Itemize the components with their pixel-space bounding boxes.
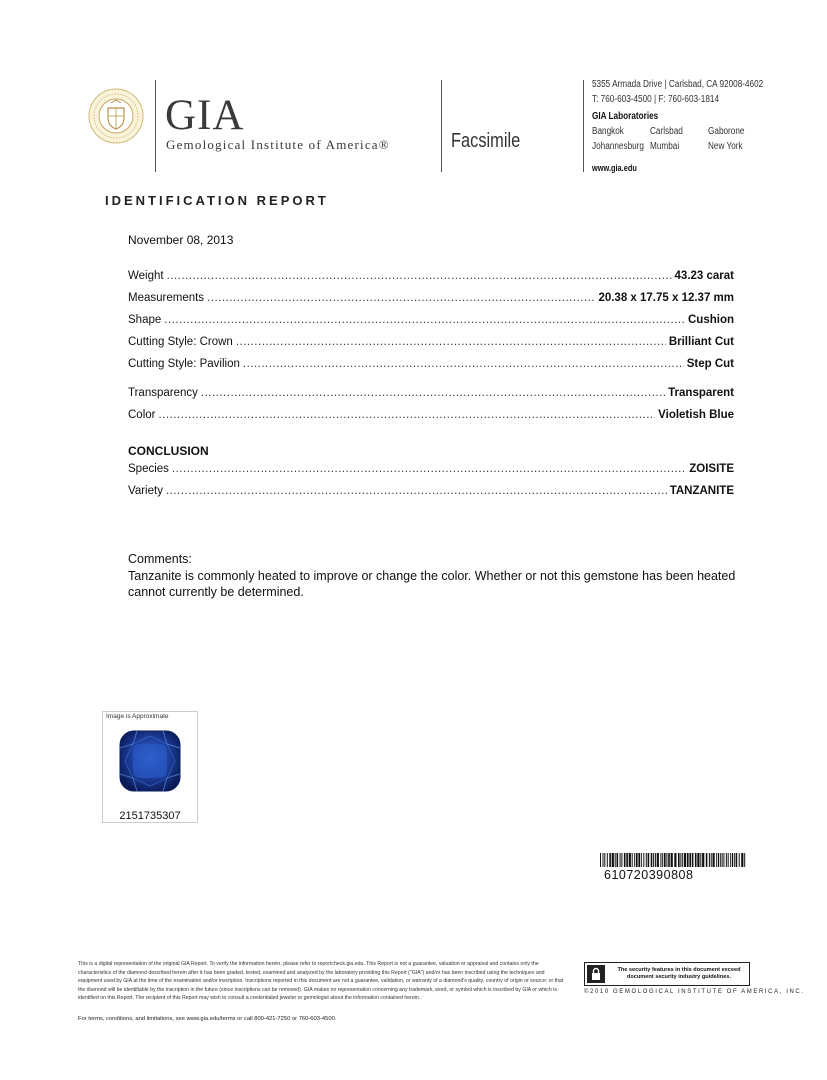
property-row-transparency [128, 387, 734, 399]
header-divider-2 [441, 80, 442, 172]
property-value: Step Cut [686, 358, 734, 370]
barcode-bar [702, 853, 704, 867]
barcode-bar [723, 853, 724, 867]
barcode-bar [689, 853, 691, 867]
property-value: 43.23 carat [674, 270, 734, 282]
barcode-bar [678, 853, 680, 867]
leader-dots [158, 409, 655, 421]
barcode-bar [655, 853, 656, 867]
barcode-bar [713, 853, 715, 867]
barcode-bar [726, 853, 727, 867]
property-value: Cushion [688, 314, 734, 326]
barcode-bar [741, 853, 743, 867]
property-row-crown [128, 336, 734, 348]
property-label: Color [128, 409, 156, 421]
lab-city: Johannesburg [592, 141, 644, 152]
facsimile-label: Facsimile [451, 130, 521, 152]
leader-dots [167, 270, 672, 282]
barcode-bar [744, 853, 745, 867]
conclusion-label: Species [128, 463, 169, 475]
barcode-bar [674, 853, 676, 867]
property-label: Cutting Style: Pavilion [128, 358, 240, 370]
report-barcode [600, 853, 746, 867]
lab-city: Mumbai [650, 141, 680, 152]
barcode-bar [736, 853, 738, 867]
comments-label: Comments: [128, 552, 192, 566]
conclusion-value: ZOISITE [689, 463, 734, 475]
barcode-bar [682, 853, 683, 867]
barcode-bar [626, 853, 628, 867]
property-label: Transparency [128, 387, 198, 399]
barcode-bar [641, 853, 642, 867]
barcode-bar [624, 853, 626, 867]
barcode-bar [722, 853, 723, 867]
gia-website-link[interactable]: www.gia.edu [592, 163, 637, 173]
barcode-bar [662, 853, 663, 867]
conclusion-heading: CONCLUSION [128, 444, 209, 458]
barcode-bar [603, 853, 604, 867]
barcode-bar [697, 853, 699, 867]
barcode-bar [664, 853, 666, 867]
property-label: Weight [128, 270, 164, 282]
barcode-bar [646, 853, 647, 867]
leader-dots [164, 314, 685, 326]
property-row-measurements [128, 292, 734, 304]
gia-logo-text: GIA [165, 92, 245, 139]
property-value: Transparent [668, 387, 734, 399]
barcode-bar [671, 853, 673, 867]
property-row-pavilion [128, 358, 734, 370]
tanzanite-gem-image [117, 728, 183, 794]
gem-image-box [102, 711, 198, 823]
barcode-bar [643, 853, 644, 867]
header-divider [155, 80, 156, 172]
barcode-bar [734, 853, 735, 867]
barcode-bar [692, 853, 694, 867]
barcode-number: 610720390808 [604, 868, 694, 882]
barcode-bar [607, 853, 608, 867]
barcode-bar [666, 853, 667, 867]
barcode-bar [615, 853, 616, 867]
barcode-bar [716, 853, 717, 867]
institute-name: Gemological Institute of America® [166, 137, 390, 152]
header-divider-3 [583, 80, 584, 172]
security-text: The security features in this document exceed document security industry guidelines. [617, 967, 741, 980]
barcode-bar [660, 853, 661, 867]
barcode-bar [709, 853, 710, 867]
barcode-bar [638, 853, 640, 867]
gia-seal-logo [88, 88, 144, 144]
barcode-bar [728, 853, 729, 867]
property-row-color [128, 409, 734, 421]
property-label: Shape [128, 314, 162, 326]
barcode-bar [632, 853, 633, 867]
barcode-bar [657, 853, 659, 867]
conclusion-value: TANZANITE [669, 485, 734, 497]
barcode-bar [612, 853, 614, 867]
conclusion-row-species [128, 463, 734, 475]
security-notice-box [584, 962, 750, 986]
lab-city: Gaborone [708, 126, 745, 137]
lab-address: 5355 Armada Drive | Carlsbad, CA 92008-4602 [592, 79, 764, 90]
image-caption: Image is Approximate [106, 713, 169, 720]
image-number: 2151735307 [119, 810, 181, 822]
barcode-bar [648, 853, 650, 867]
copyright: ©2010 GEMOLOGICAL INSTITUTE OF AMERICA, INC. [584, 989, 805, 995]
leader-dots [243, 358, 684, 370]
leader-dots [207, 292, 595, 304]
property-label: Cutting Style: Crown [128, 336, 233, 348]
labs-title: GIA Laboratories [592, 111, 659, 122]
barcode-bar [636, 853, 638, 867]
barcode-bar [695, 853, 697, 867]
barcode-bar [609, 853, 611, 867]
conclusion-label: Variety [128, 485, 163, 497]
property-row-weight [128, 270, 734, 282]
leader-dots [172, 463, 686, 475]
barcode-bar [668, 853, 670, 867]
barcode-bar [621, 853, 622, 867]
barcode-bar [687, 853, 689, 867]
lab-city: Carlsbad [650, 126, 683, 137]
barcode-bar [720, 853, 721, 867]
footer-disclaimer: This is a digital representation of the original GIA Report. To verify the information herein, please refer to reportcheck.gia.edu. This Report is not a guarantee, valuation or appraisal and contains only the characteristics of the diamond described herein after it has been graded, tested, examined and analyzed by the laboratory providing this Report ("GIA") and/or has been inscribed using the techniques and equipment used by GIA at the time of the examination and/or inscription. Inscriptions reported in this document are not a guarantee, validation, or warranty of a diamond's quality, country of origin or source; or that the diamond will be identifiable by the inscription in the future (since inscriptions can be removed). GIA makes no representation concerning any trademark, word, or symbol which is inscribed by GIA or which is identified on this Report. The recipient of this Report may wish to consult a credentialed jeweler or gemologist about the information contained herein. [78, 961, 564, 1002]
barcode-bar [680, 853, 681, 867]
barcode-bar [653, 853, 654, 867]
leader-dots [166, 485, 667, 497]
barcode-bar [706, 853, 708, 867]
property-value: Brilliant Cut [668, 336, 734, 348]
footer-terms: For terms, conditions, and limitations, see www.gia.edu/terms or call 800-421-7250 or 760-603-4500. [78, 1016, 337, 1022]
property-label: Measurements [128, 292, 205, 304]
lock-icon [587, 965, 605, 983]
lab-phone: T: 760-603-4500 | F: 760-603-1814 [592, 94, 720, 105]
barcode-bar [711, 853, 712, 867]
report-title: IDENTIFICATION REPORT [105, 193, 329, 208]
leader-dots [201, 387, 665, 399]
barcode-bar [732, 853, 733, 867]
property-value: Violetish Blue [658, 409, 734, 421]
report-date: November 08, 2013 [128, 233, 234, 247]
comments-text: Tanzanite is commonly heated to improve or change the color. Whether or not this gemstone has been heated cannot currently be determined. [128, 569, 736, 599]
barcode-bar [651, 853, 653, 867]
barcode-bar [700, 853, 701, 867]
property-row-shape [128, 314, 734, 326]
barcode-bar [600, 853, 601, 867]
leader-dots [236, 336, 666, 348]
barcode-bar [739, 853, 740, 867]
barcode-bar [617, 853, 619, 867]
barcode-bar [620, 853, 621, 867]
barcode-bar [634, 853, 635, 867]
barcode-bar [730, 853, 731, 867]
lab-city: New York [708, 141, 743, 152]
conclusion-row-variety [128, 485, 734, 497]
barcode-bar [604, 853, 605, 867]
barcode-bar [684, 853, 686, 867]
lab-city: Bangkok [592, 126, 624, 137]
property-value: 20.38 x 17.75 x 12.37 mm [598, 292, 734, 304]
barcode-bar [718, 853, 719, 867]
barcode-bar [629, 853, 631, 867]
